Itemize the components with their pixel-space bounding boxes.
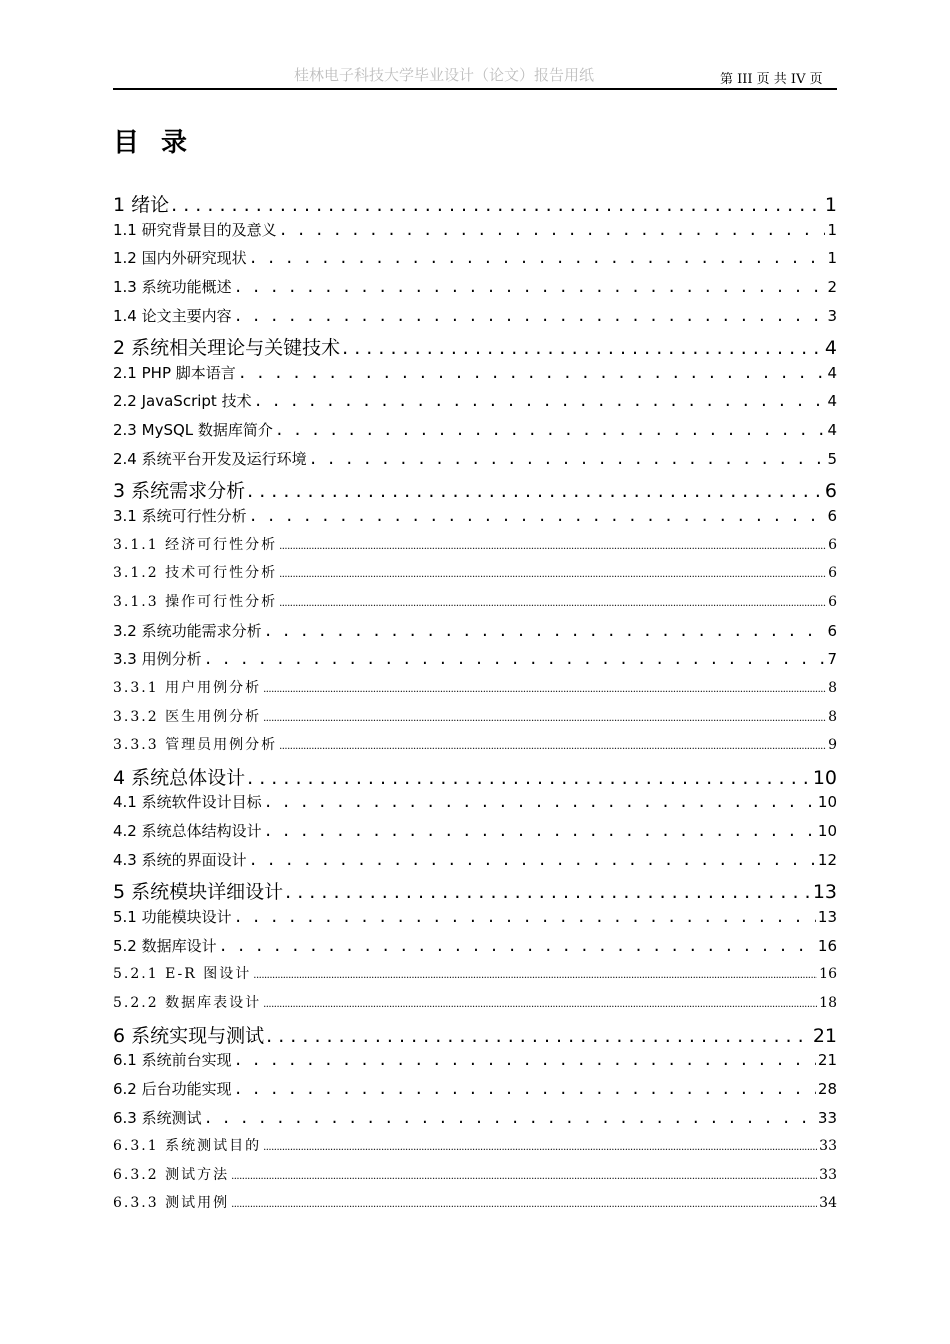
toc-entry-label: 3.1.1 经济可行性分析 xyxy=(113,536,278,553)
toc-entry[interactable] xyxy=(113,276,837,305)
toc-dot-leader xyxy=(249,851,816,869)
toc-dot-leader xyxy=(234,1051,816,1069)
toc-entry[interactable] xyxy=(113,247,837,276)
toc-entry-page: 6 xyxy=(827,507,837,526)
toc-entry[interactable] xyxy=(113,591,837,620)
toc-entry[interactable] xyxy=(113,448,837,477)
toc-entry-label: 3.3.2 医生用例分析 xyxy=(113,708,262,725)
toc-entry-label: 2.3 MySQL 数据库简介 xyxy=(113,421,273,440)
toc-entry-label: 3.1.3 操作可行性分析 xyxy=(113,593,278,610)
toc-entry-label: 3.2 系统功能需求分析 xyxy=(113,621,262,640)
toc-entry[interactable] xyxy=(113,1049,837,1078)
toc-entry[interactable] xyxy=(113,219,837,248)
toc-entry[interactable] xyxy=(113,734,837,763)
toc-entry-label: 4.1 系统软件设计目标 xyxy=(113,793,262,812)
header-school-title: 桂林电子科技大学毕业设计（论文）报告用纸 xyxy=(294,66,595,84)
toc-entry[interactable] xyxy=(113,877,837,906)
toc-entry-page: 4 xyxy=(827,392,837,411)
toc-entry-label: 6.1 系统前台实现 xyxy=(113,1051,232,1070)
toc-entry[interactable] xyxy=(113,1164,837,1193)
toc-entry-page: 18 xyxy=(819,994,837,1011)
toc-entry[interactable] xyxy=(113,476,837,505)
toc-entry[interactable] xyxy=(113,390,837,419)
toc-entry-page: 21 xyxy=(812,1024,837,1047)
toc-entry-label: 1.2 国内外研究现状 xyxy=(113,249,247,268)
toc-entry-label: 3.3 用例分析 xyxy=(113,650,202,669)
toc-entry-label: 5.2 数据库设计 xyxy=(113,936,217,955)
header-page-info: 第 III 页 共 IV 页 xyxy=(720,72,823,87)
toc-title: 目录 xyxy=(113,128,210,158)
toc-entry[interactable] xyxy=(113,935,837,964)
toc-entry-label: 2.2 JavaScript 技术 xyxy=(113,392,252,411)
toc-entry-page: 1 xyxy=(824,194,837,216)
toc-entry-page: 34 xyxy=(819,1195,837,1212)
toc-entry-label: 2.1 PHP 脚本语言 xyxy=(113,363,236,382)
toc-entry-label: 5.2.2 数据库表设计 xyxy=(113,994,262,1011)
toc-dot-leader xyxy=(309,450,826,468)
toc-entry-label: 1.1 研究背景目的及意义 xyxy=(113,220,277,239)
toc-entry[interactable] xyxy=(113,648,837,677)
toc-dot-leader xyxy=(279,221,826,239)
toc-entry-page: 2 xyxy=(827,277,837,296)
toc-entry-page: 10 xyxy=(817,793,837,812)
toc-dot-leader xyxy=(231,1199,817,1210)
toc-entry-page: 33 xyxy=(819,1166,837,1183)
toc-dot-leader xyxy=(247,767,811,789)
toc-dot-leader xyxy=(279,541,826,552)
toc-entry-page: 10 xyxy=(817,822,837,841)
toc-dot-leader xyxy=(279,741,826,752)
toc-entry-page: 10 xyxy=(812,766,837,789)
toc-entry[interactable] xyxy=(113,419,837,448)
toc-dot-leader xyxy=(234,307,826,325)
toc-entry[interactable] xyxy=(113,677,837,706)
toc-dot-leader xyxy=(238,364,826,382)
toc-entry[interactable] xyxy=(113,620,837,649)
toc-entry[interactable] xyxy=(113,791,837,820)
toc-entry-label: 6.3.3 测试用例 xyxy=(113,1195,230,1212)
toc-entry[interactable] xyxy=(113,1021,837,1050)
toc-entry-label: 2.4 系统平台开发及运行环境 xyxy=(113,449,307,468)
toc-entry-label: 6.3.1 系统测试目的 xyxy=(113,1138,262,1155)
toc-entry-page: 1 xyxy=(827,249,837,268)
toc-dot-leader xyxy=(254,392,826,410)
toc-dot-leader xyxy=(264,793,816,811)
toc-dot-leader xyxy=(275,421,826,439)
toc-entry-label: 1.3 系统功能概述 xyxy=(113,277,232,296)
toc-entry-page: 6 xyxy=(828,536,837,553)
toc-entry[interactable] xyxy=(113,534,837,563)
toc-entry[interactable] xyxy=(113,906,837,935)
toc-dot-leader xyxy=(234,278,826,296)
toc-entry[interactable] xyxy=(113,190,837,219)
toc-entry[interactable] xyxy=(113,1107,837,1136)
toc-entry-page: 6 xyxy=(828,565,837,582)
toc-entry-label: 3.1 系统可行性分析 xyxy=(113,507,247,526)
toc-entry-page: 4 xyxy=(824,337,837,360)
toc-entry-label: 3.1.2 技术可行性分析 xyxy=(113,565,278,582)
toc-entry-label: 1 绪论 xyxy=(113,194,170,216)
toc-dot-leader xyxy=(234,1080,816,1098)
toc-entry[interactable] xyxy=(113,1192,837,1221)
toc-entry-page: 8 xyxy=(828,679,837,696)
toc-dot-leader xyxy=(263,1142,817,1153)
toc-entry[interactable] xyxy=(113,992,837,1021)
toc-entry-page: 7 xyxy=(827,650,837,669)
toc-dot-leader xyxy=(234,908,816,926)
toc-entry-page: 13 xyxy=(812,881,837,904)
toc-entry-label: 4.3 系统的界面设计 xyxy=(113,850,247,869)
toc-entry-page: 8 xyxy=(828,708,837,725)
toc-dot-leader xyxy=(253,970,817,981)
toc-entry-page: 21 xyxy=(817,1051,837,1070)
toc-entry-label: 3.3.1 用户用例分析 xyxy=(113,679,262,696)
toc-dot-leader xyxy=(263,684,826,695)
toc-entry[interactable] xyxy=(113,706,837,735)
toc-entry-page: 33 xyxy=(817,1108,837,1127)
toc-entry-label: 4 系统总体设计 xyxy=(113,766,246,789)
toc-dot-leader xyxy=(263,999,817,1010)
toc-entry[interactable] xyxy=(113,305,837,334)
toc-entry-label: 2 系统相关理论与关键技术 xyxy=(113,337,341,360)
toc-entry[interactable] xyxy=(113,1135,837,1164)
toc-entry[interactable] xyxy=(113,820,837,849)
toc-entry-label: 6.3 系统测试 xyxy=(113,1108,202,1127)
toc-entry-page: 6 xyxy=(824,480,837,503)
toc-entry-page: 16 xyxy=(819,966,837,983)
toc-entry-page: 28 xyxy=(817,1079,837,1098)
toc-dot-leader xyxy=(285,881,811,903)
toc-entry-label: 6.3.2 测试方法 xyxy=(113,1166,230,1183)
toc-dot-leader xyxy=(171,194,823,216)
toc-entry-label: 6.2 后台功能实现 xyxy=(113,1079,232,1098)
toc-entry[interactable] xyxy=(113,849,837,878)
toc-dot-leader xyxy=(279,569,826,580)
toc-entry[interactable] xyxy=(113,562,837,591)
toc-entry-page: 16 xyxy=(817,936,837,955)
toc-entry-page: 6 xyxy=(827,621,837,640)
toc-entry-page: 4 xyxy=(827,363,837,382)
toc-dot-leader xyxy=(204,1109,816,1127)
toc-entry-label: 5.2.1 E-R 图设计 xyxy=(113,966,252,983)
toc-entry-label: 5.1 功能模块设计 xyxy=(113,908,232,927)
toc-dot-leader xyxy=(342,337,823,359)
toc-dot-leader xyxy=(266,1025,811,1047)
toc-entry-label: 3 系统需求分析 xyxy=(113,480,246,503)
toc-entry[interactable] xyxy=(113,333,837,362)
toc-dot-leader xyxy=(279,598,826,609)
toc-entry-label: 4.2 系统总体结构设计 xyxy=(113,822,262,841)
toc-dot-leader xyxy=(264,622,826,640)
toc-dot-leader xyxy=(263,713,826,724)
table-of-contents xyxy=(113,190,837,1221)
toc-dot-leader xyxy=(204,650,826,668)
toc-entry-page: 5 xyxy=(827,449,837,468)
toc-dot-leader xyxy=(249,507,826,525)
toc-entry-label: 3.3.3 管理员用例分析 xyxy=(113,737,278,754)
toc-dot-leader xyxy=(249,249,826,267)
toc-entry[interactable] xyxy=(113,963,837,992)
header-rule xyxy=(113,88,837,90)
toc-entry[interactable] xyxy=(113,1078,837,1107)
toc-entry[interactable] xyxy=(113,362,837,391)
toc-entry-page: 9 xyxy=(828,737,837,754)
toc-dot-leader xyxy=(264,822,816,840)
toc-dot-leader xyxy=(219,937,816,955)
toc-entry-label: 5 系统模块详细设计 xyxy=(113,881,284,904)
toc-entry-page: 12 xyxy=(817,850,837,869)
toc-entry[interactable] xyxy=(113,763,837,792)
toc-entry-label: 6 系统实现与测试 xyxy=(113,1024,265,1047)
toc-entry-label: 1.4 论文主要内容 xyxy=(113,306,232,325)
toc-entry-page: 6 xyxy=(828,593,837,610)
toc-entry-page: 13 xyxy=(817,908,837,927)
toc-entry-page: 1 xyxy=(827,220,837,239)
toc-entry-page: 4 xyxy=(827,421,837,440)
toc-entry[interactable] xyxy=(113,505,837,534)
toc-entry-page: 33 xyxy=(819,1138,837,1155)
toc-dot-leader xyxy=(231,1171,817,1182)
toc-dot-leader xyxy=(247,480,823,502)
toc-entry-page: 3 xyxy=(827,306,837,325)
